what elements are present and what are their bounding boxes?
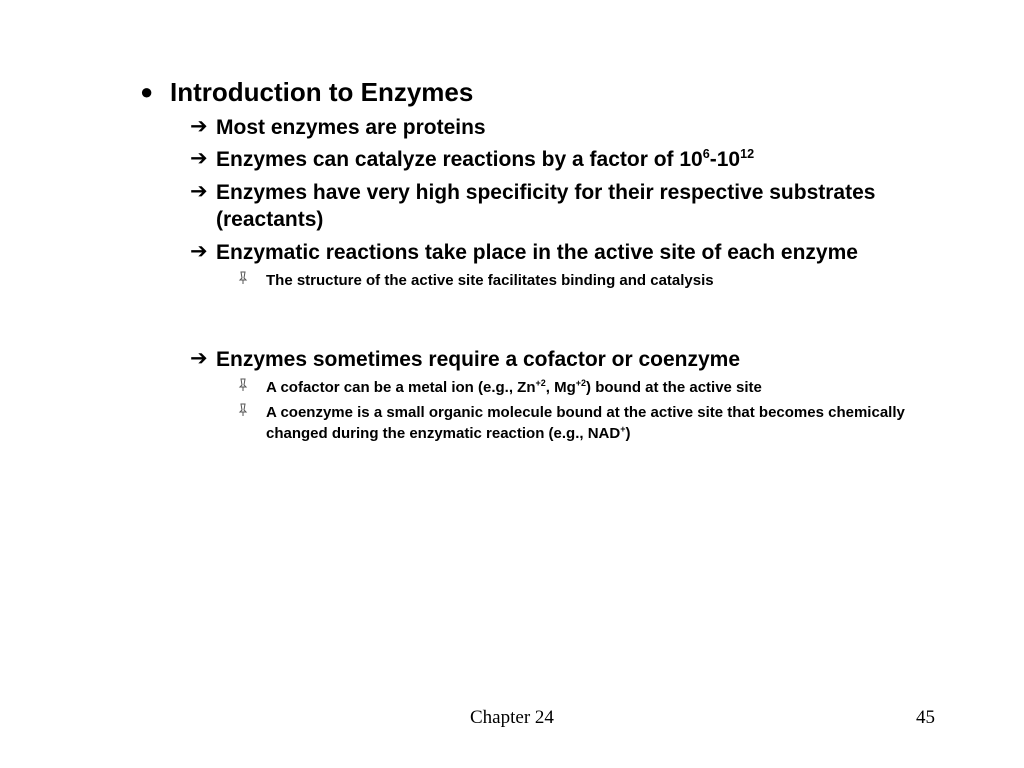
bullet-icon: ●	[140, 79, 154, 104]
point-1	[190, 114, 950, 141]
point-text: Enzymatic reactions take place in the active site of each enzyme	[216, 241, 858, 264]
title-row	[140, 76, 473, 108]
point-text: Enzymes can catalyze reactions by a factor of $10^6-10^{12}$	[216, 147, 755, 171]
arrow-right-icon: ➔	[190, 147, 208, 170]
arrow-right-icon: ➔	[190, 115, 208, 138]
point-2	[190, 146, 950, 173]
subpoint-1	[238, 270, 938, 292]
slide-title: Introduction to Enzymes	[170, 77, 474, 107]
footer-page-number: 45	[916, 707, 935, 728]
point-4	[190, 239, 950, 266]
point-5	[190, 346, 950, 373]
point-text: Most enzymes are proteins	[216, 116, 486, 139]
arrow-right-icon: ➔	[190, 240, 208, 263]
pin-icon	[238, 270, 266, 292]
point-text: Enzymes sometimes require a cofactor or coenzyme	[216, 348, 741, 371]
subpoint-text: The structure of the active site facilitates binding and catalysis	[266, 272, 714, 289]
arrow-right-icon: ➔	[190, 347, 208, 370]
pin-icon	[238, 377, 266, 399]
point-3	[190, 179, 950, 233]
subpoint-text: A coenzyme is a small organic molecule bound at the active site that becomes chemically changed during the enzymatic reaction (e.g., NAD+)	[266, 404, 905, 442]
point-text: Enzymes have very high specificity for their respective substrates (reactants)	[216, 181, 876, 231]
footer-chapter: Chapter 24	[470, 707, 554, 728]
arrow-right-icon: ➔	[190, 180, 208, 203]
subpoint-text: A cofactor can be a metal ion (e.g., $Zn^{+2}$, $Mg^{+2}$) bound at the active site	[266, 378, 762, 396]
subpoint-3	[238, 402, 938, 444]
pin-icon	[238, 402, 266, 424]
subpoint-2	[238, 377, 938, 399]
